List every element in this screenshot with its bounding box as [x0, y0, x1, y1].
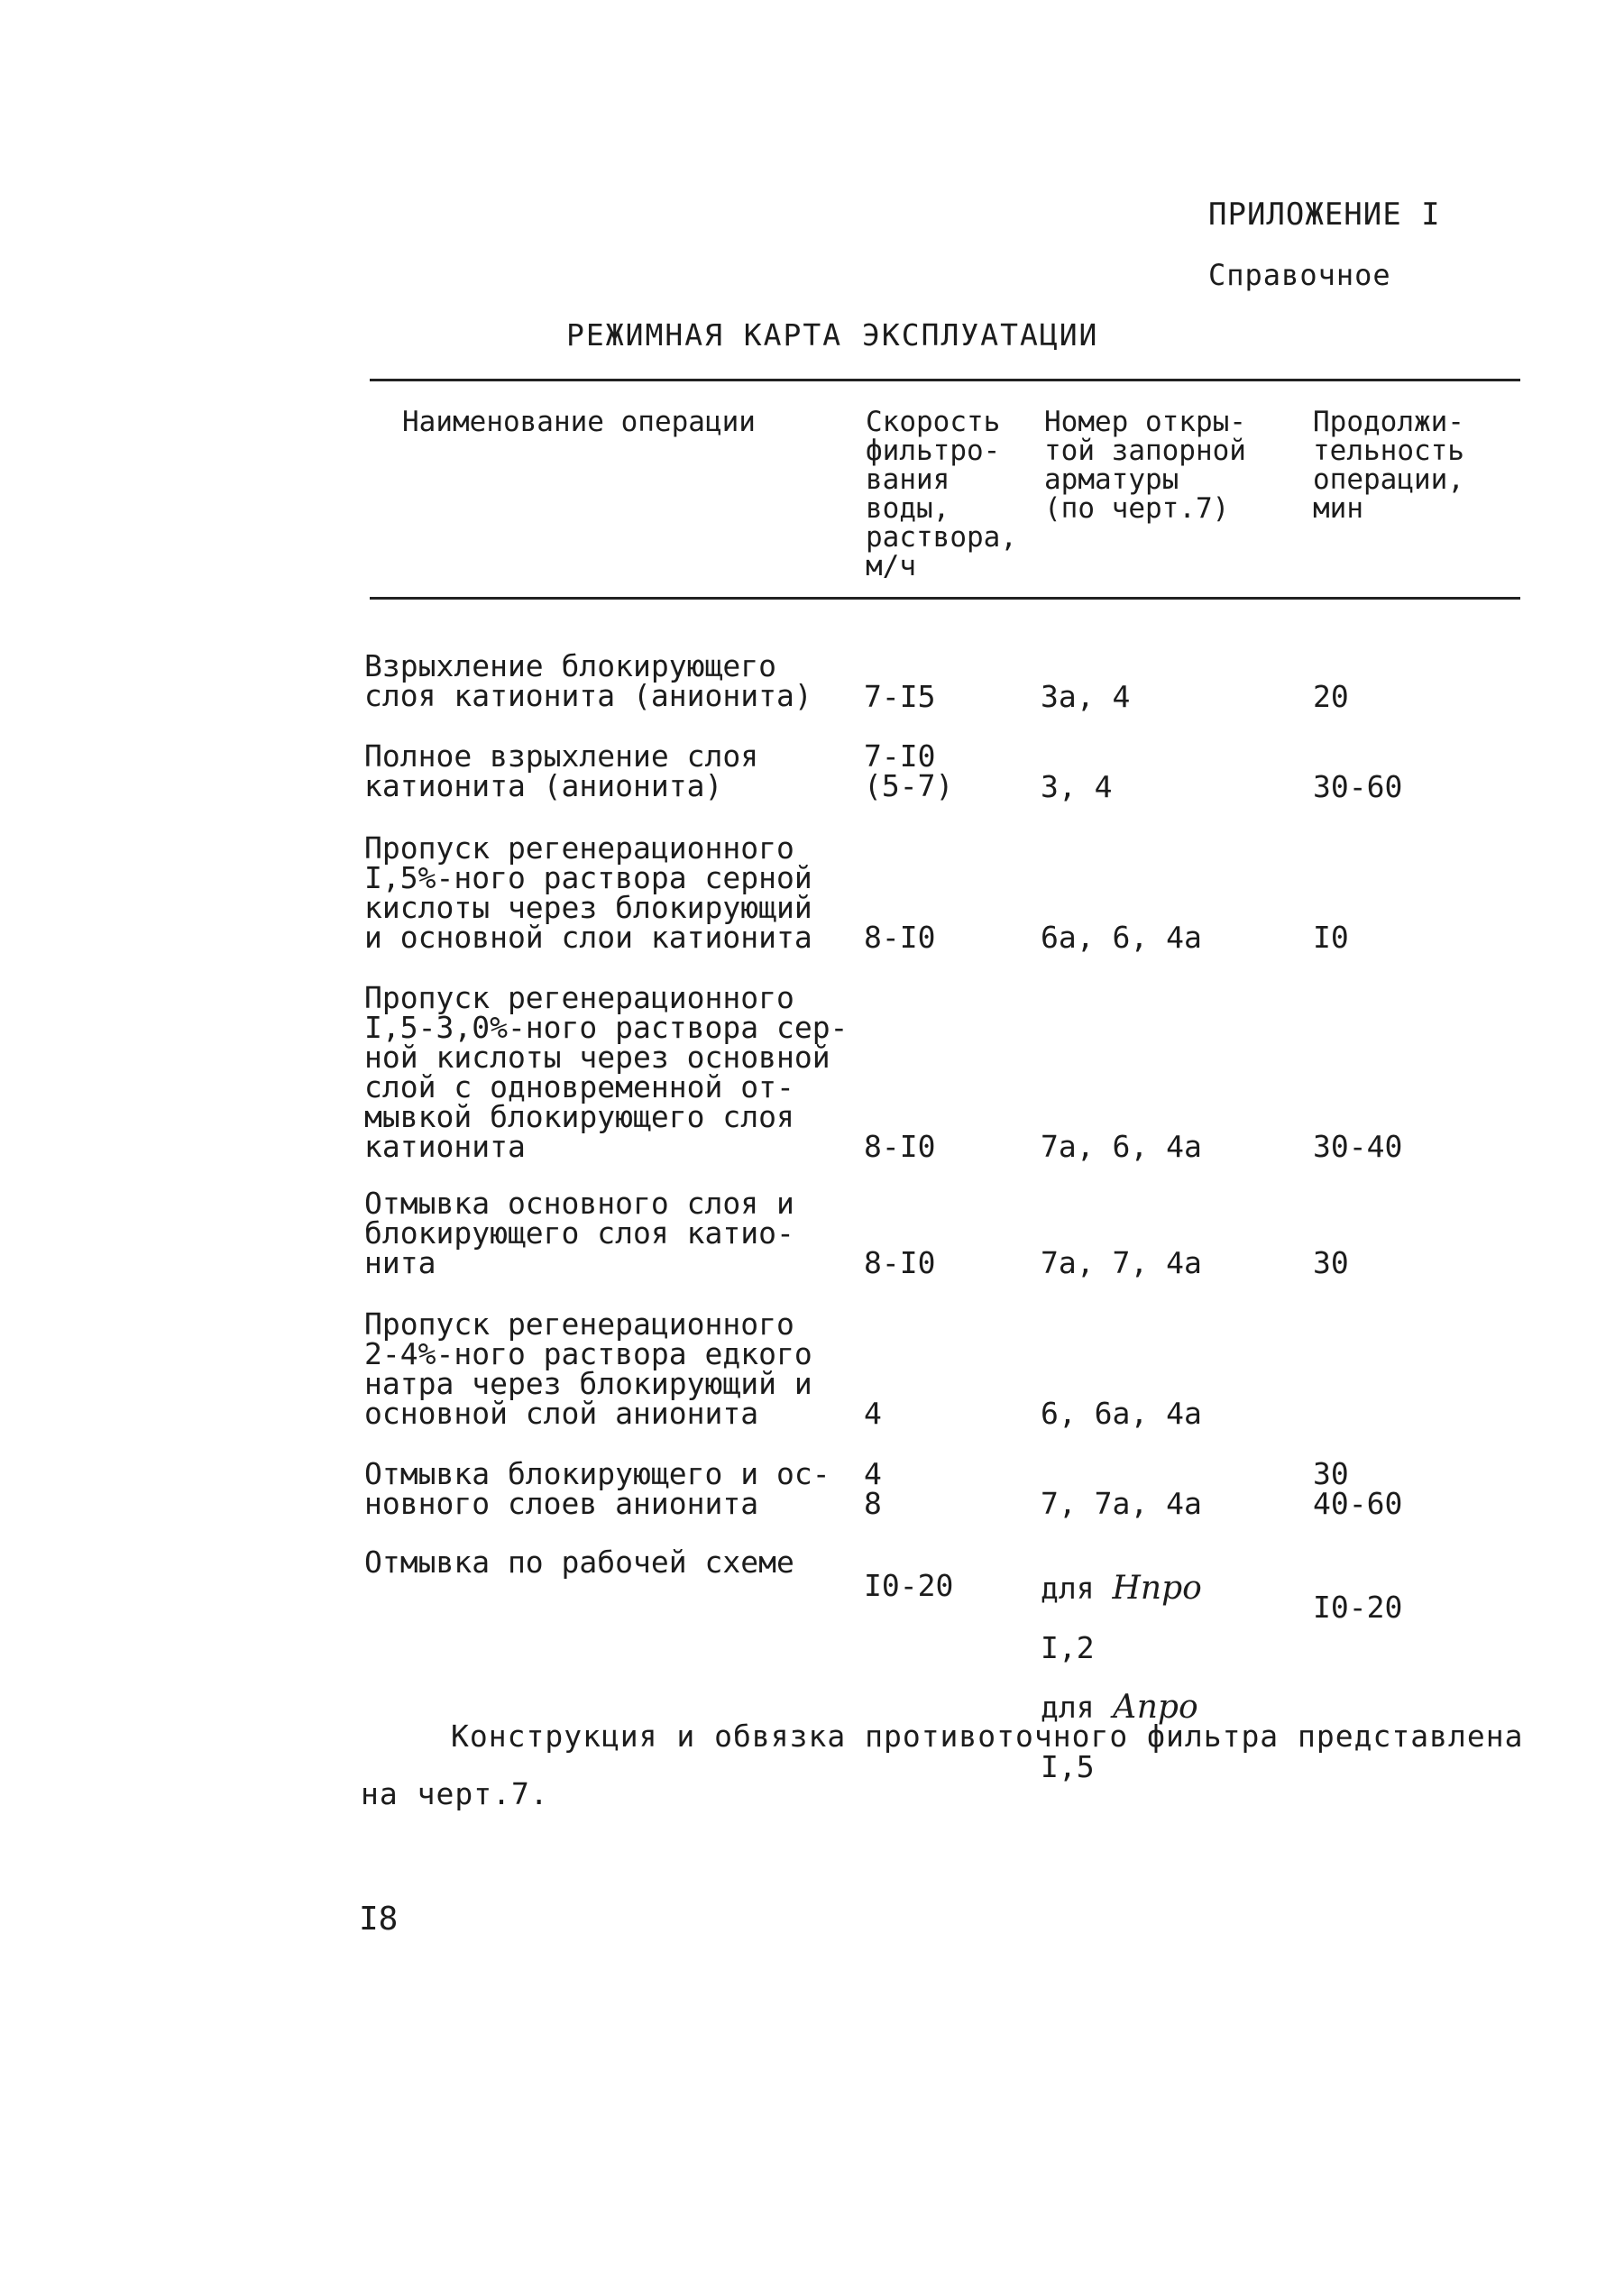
column-header-operation: Наименование операции [402, 406, 756, 438]
row-7-valves [1041, 1544, 1202, 1811]
footer-line-1: Конструкция и обвязка противоточного фильтра представлена [451, 1718, 1524, 1754]
row-6-valves: 7, 7а, 4а [1041, 1486, 1202, 1521]
row-1-duration: 30-60 [1313, 769, 1403, 804]
row-3-operation: Пропуск регенерационного I,5-3,0%-ного раствора сер- ной кислоты через основной слой с одновременной от- мывкой блокирующего слоя катионита [364, 980, 849, 1164]
row-7-valves-line-1 [1041, 1570, 1202, 1607]
row-7-duration: I0-20 [1313, 1590, 1403, 1625]
row-0-duration: 20 [1313, 679, 1349, 714]
row-3-valves: 7а, 6, 4а [1041, 1129, 1202, 1164]
row-1-speed: 7-I0 (5-7) [864, 738, 954, 803]
row-6-speed: 4 8 [864, 1456, 882, 1521]
row-7-operation: Отмывка по рабочей схеме [364, 1544, 794, 1580]
row-5-operation: Пропуск регенерационного 2-4%-ного раствора едкого натра через блокирующий и основной слой анионита [364, 1306, 812, 1431]
row-4-valves: 7а, 7, 4а [1041, 1245, 1202, 1280]
row-7-valves-line-4: I,5 [1041, 1749, 1095, 1784]
footer-line-2: на черт.7. [361, 1776, 549, 1811]
row-4-duration: 30 [1313, 1245, 1349, 1280]
row-1-operation: Полное взрыхление слоя катионита (анионита) [364, 738, 759, 803]
row-2-duration: I0 [1313, 920, 1349, 955]
row-2-valves: 6а, 6, 4а [1041, 920, 1202, 955]
reference-label: Справочное [1208, 258, 1391, 292]
row-7-speed: I0-20 [864, 1568, 954, 1603]
row-2-operation: Пропуск регенерационного I,5%-ного раствора серной кислоты через блокирующий и основной слои катионита [364, 830, 812, 955]
row-0-valves: 3а, 4 [1041, 679, 1131, 714]
row-4-operation: Отмывка основного слоя и блокирующего слоя катио- нита [364, 1186, 794, 1280]
row-2-speed: 8-I0 [864, 920, 936, 955]
column-header-valves: Номер откры- той запорной арматуры (по черт.7) [1044, 406, 1246, 525]
row-5-speed: 4 [864, 1396, 882, 1431]
row-6-operation: Отмывка блокирующего и ос- новного слоев анионита [364, 1456, 830, 1521]
table-header-rule [370, 597, 1520, 600]
row-3-duration: 30-40 [1313, 1129, 1403, 1164]
row-7-valves-apro: Апро [1112, 1689, 1198, 1726]
row-4-speed: 8-I0 [864, 1245, 936, 1280]
column-header-duration: Продолжи- тельность операции, мин [1313, 406, 1464, 525]
row-7-valves-hpro: Нпро [1112, 1570, 1202, 1607]
document-title: РЕЖИМНАЯ КАРТА ЭКСПЛУАТАЦИИ [566, 317, 1099, 353]
row-5-valves: 6, 6а, 4а [1041, 1396, 1202, 1431]
row-7-valves-for-2: для [1041, 1690, 1095, 1725]
row-1-valves: 3, 4 [1041, 769, 1113, 804]
row-7-valves-line-2: I,2 [1041, 1630, 1095, 1665]
row-0-operation: Взрыхление блокирующего слоя катионита (анионита) [364, 648, 812, 713]
column-header-speed: Скорость фильтро- вания воды, раствора, м/ч [866, 406, 1017, 582]
page-number: I8 [359, 1901, 399, 1938]
row-0-speed: 7-I5 [864, 679, 936, 714]
row-6-duration: 30 40-60 [1313, 1456, 1403, 1521]
appendix-label: ПРИЛОЖЕНИЕ I [1208, 197, 1441, 233]
row-3-speed: 8-I0 [864, 1129, 936, 1164]
table-top-rule [370, 379, 1520, 381]
row-7-valves-for-1: для [1041, 1571, 1095, 1606]
